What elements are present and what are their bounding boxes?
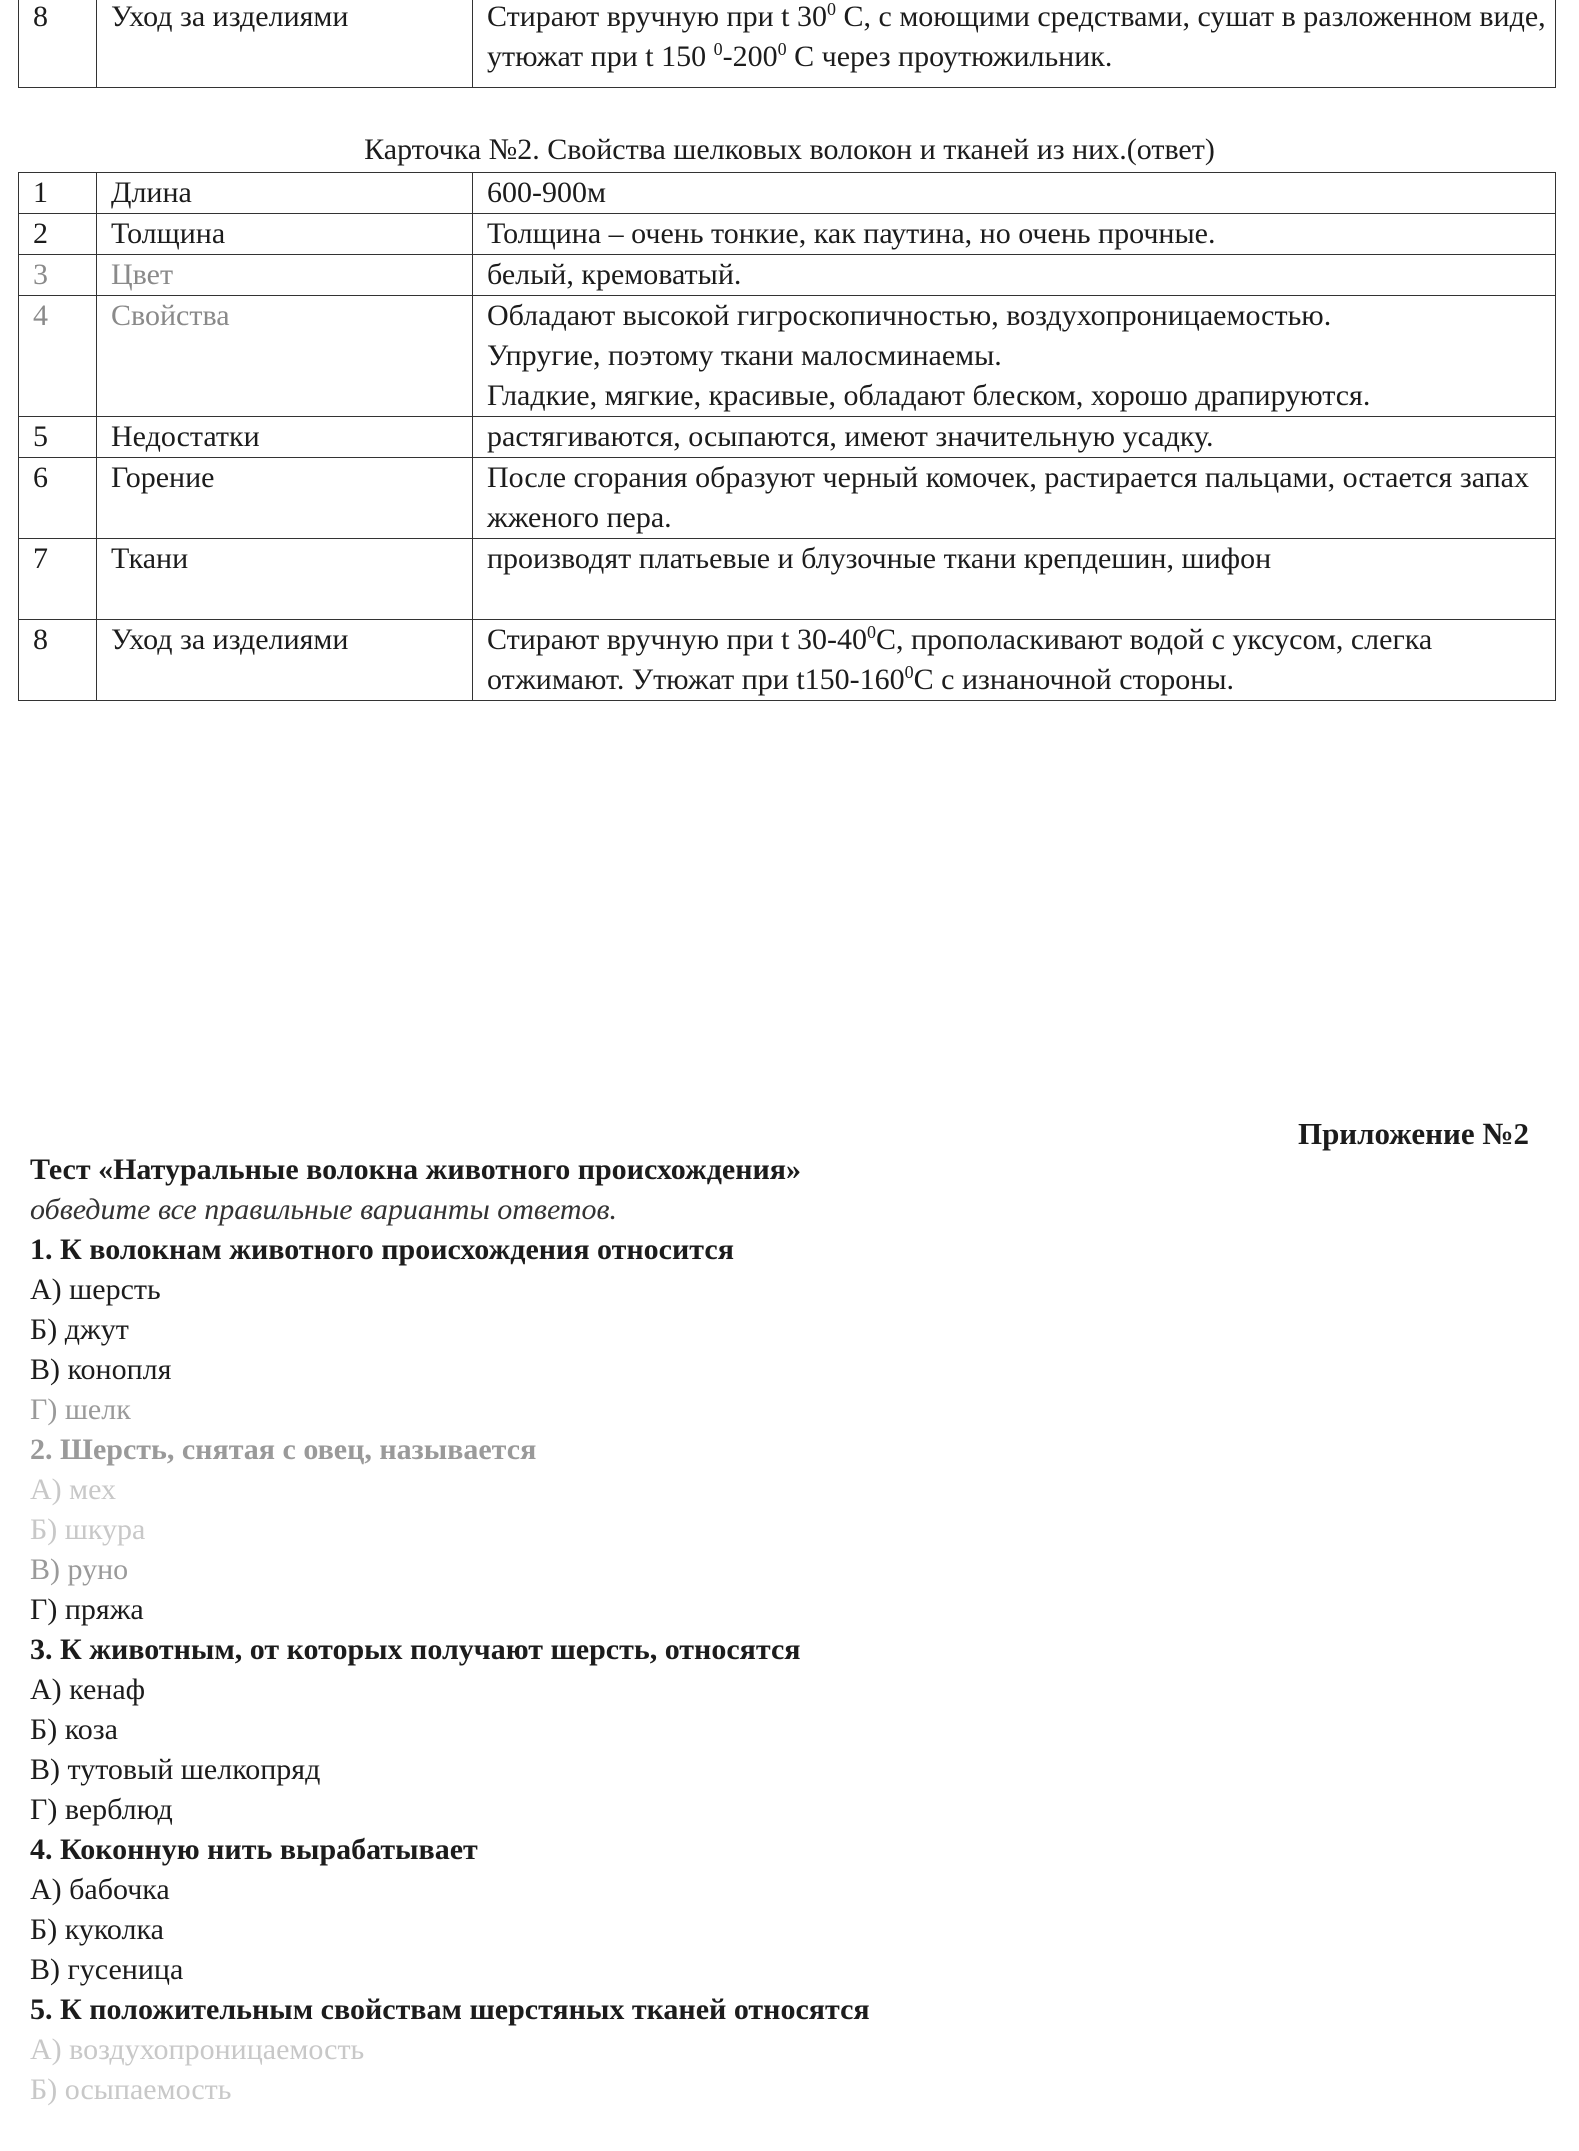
row-value: Стирают вручную при t $30-40^0С$, прополаскивают водой с уксусом, слегка отжимают. Утюжат при $t150-160^0С$ с изнаночной стороны. [473,620,1556,701]
question: 3. К животным, от которых получают шерсть, относятся [30,1633,801,1666]
table-row [19,296,1556,417]
row-value: производят платьевые и блузочные ткани крепдешин, шифон [473,539,1556,620]
row-number: 7 [19,539,97,620]
silk-properties-table [18,172,1556,701]
table-row [19,173,1556,214]
row-name: Горение [97,458,473,539]
row-number: 1 [19,173,97,214]
answer-option: Б) коза [30,1713,118,1746]
row-value: 600-900м [473,173,1556,214]
row-value: Толщина – очень тонкие, как паутина, но очень прочные. [473,214,1556,255]
row-value: Обладают высокой гигроскопичностью, воздухопроницаемостью. Упругие, поэтому ткани малосминаемы. Гладкие, мягкие, красивые, обладают блеском, хорошо драпируются. [473,296,1556,417]
row-name: Уход за изделиями [97,0,473,88]
table-row [19,539,1556,620]
row-name: Недостатки [97,417,473,458]
table-row [19,620,1556,701]
answer-option: В) руно [30,1553,129,1586]
answer-option: А) кенаф [30,1673,146,1706]
test-section [30,1150,1530,2110]
question: 5. К положительным свойствам шерстяных тканей относятся [30,1993,870,2026]
row-value: Стирают вручную при t $30^0$ С, с моющими средствами, сушат в разложенном виде, утюжат при t 150 $^0-200^0$ С через проутюжильник. [473,0,1556,88]
appendix-label: Приложение №2 [1297,1116,1529,1151]
row-name: Толщина [97,214,473,255]
answer-option: Г) пряжа [30,1593,144,1626]
answer-option: А) мех [30,1473,117,1506]
answer-option: Г) верблюд [30,1793,173,1826]
row-name: Цвет [97,255,473,296]
question: 4. Коконную нить вырабатывает [30,1833,478,1866]
row-number: 3 [19,255,97,296]
wool-properties-table-fragment [18,0,1556,88]
row-value: растягиваются, осыпаются, имеют значительную усадку. [473,417,1556,458]
answer-option: В) гусеница [30,1953,184,1986]
table-row [19,214,1556,255]
row-number: 8 [19,0,97,88]
table-row [19,458,1556,539]
answer-option: Б) шкура [30,1513,146,1546]
test-title: Тест «Натуральные волокна животного происхождения» [30,1153,802,1186]
answer-option: Г) шелк [30,1393,131,1426]
table-row [19,255,1556,296]
row-number: 2 [19,214,97,255]
row-value: белый, кремоватый. [473,255,1556,296]
row-name: Длина [97,173,473,214]
table-row [19,417,1556,458]
card-caption: Карточка №2. Свойства шелковых волокон и тканей из них.(ответ) [364,133,1215,166]
row-value: После сгорания образуют черный комочек, растирается пальцами, остается запах жженого пера. [473,458,1556,539]
row-name: Свойства [97,296,473,417]
answer-option: В) конопля [30,1353,172,1386]
question: 2. Шерсть, снятая с овец, называется [30,1433,537,1466]
answer-option: А) шерсть [30,1273,161,1306]
row-number: 4 [19,296,97,417]
row-name: Уход за изделиями [97,620,473,701]
answer-option: В) тутовый шелкопряд [30,1753,321,1786]
row-number: 5 [19,417,97,458]
row-name: Ткани [97,539,473,620]
answer-option: Б) осыпаемость [30,2073,232,2106]
test-instruction: обведите все правильные варианты ответов. [30,1193,618,1226]
table-row [19,0,1556,88]
answer-option: Б) куколка [30,1913,164,1946]
answer-option: А) воздухопроницаемость [30,2033,365,2066]
row-number: 8 [19,620,97,701]
answer-option: А) бабочка [30,1873,170,1906]
row-number: 6 [19,458,97,539]
answer-option: Б) джут [30,1313,129,1346]
question: 1. К волокнам животного происхождения относится [30,1233,734,1266]
